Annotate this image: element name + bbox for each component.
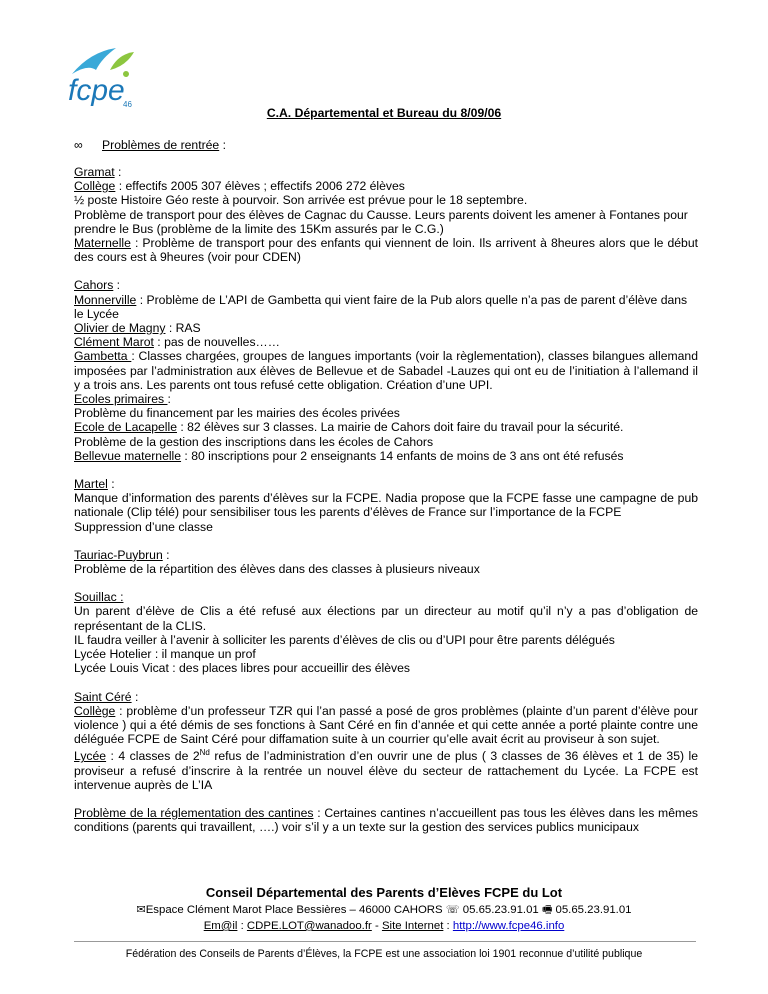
line-label: Problème de la réglementation des cantines [74,805,314,820]
section-souillac [74,590,698,675]
line-text: Lycée Hotelier : il manque un prof [74,647,256,662]
section-martel [74,477,698,534]
email-link[interactable]: CDPE.LOT@wanadoo.fr [246,920,372,932]
line-text: Problème de la gestion des inscriptions dans les écoles de Cahors [74,434,434,449]
section-heading-label: Tauriac-Puybrun [74,547,163,562]
minutes-line [74,335,698,349]
line-label: Collège [74,703,116,718]
minutes-line [74,633,698,647]
minutes-line [74,293,698,321]
line-text: : 82 élèves sur 3 classes. La mairie de Cahors doit faire du travail pour la sécurité. [177,420,624,435]
line-text: : Problème de transport pour des enfants qui viennent de loin. Ils arrivent à 8heures alors que le début des cours est à 9heures (voir pour CDEN) [74,236,698,265]
minutes-line [74,704,698,747]
minutes-line [74,449,698,463]
minutes-line [74,647,698,661]
line-text: Manque d’information des parents d’élèves sur la FCPE. Nadia propose que la FCPE fasse une campagne de pub nationale (Clip télé) pour sensibiliser tous les parents d’élèves de France sur l’importance de la FCPE [74,491,698,520]
minutes-line [74,236,698,264]
line-text: : Problème de L’API de Gambetta qui vient faire de la Pub alors quelle n’a pas de parent d’élève dans le Lycée [74,292,688,321]
line-text: : [167,392,171,407]
section-heading [74,590,698,604]
minutes-line [74,406,698,420]
section-heading [74,477,698,491]
section-heading-label: Cahors [74,278,114,293]
section-heading [74,278,698,292]
agenda-suffix: : [219,138,226,152]
envelope-icon: ✉ [136,904,146,916]
line-text: : Certaines cantines n’accueillent pas tous les élèves dans les mêmes conditions (parents qui travaillent, ….) voir s’il y a un texte sur la gestion des services publics municipaux [74,805,698,835]
footer-fax: 05.65.23.91.01 [555,904,632,916]
logo-leaf [110,52,134,70]
phone-icon: ☏ [445,904,460,916]
footer-federation: Fédération des Conseils de Parents d’Élèves, la FCPE est une association loi 1901 reconnue d’utilité publique [125,948,643,960]
agenda-item [74,138,226,152]
section-heading-label: Souillac : [74,590,124,605]
logo-text: fcpe [68,74,125,107]
footer-org: Conseil Départemental des Parents d’Elèves FCPE du Lot [205,885,563,900]
website-link[interactable]: http://www.fcpe46.info [452,920,565,932]
section-heading [74,690,698,704]
minutes-line [74,806,698,834]
section-heading [74,165,698,179]
minutes-line [74,520,698,534]
section-heading-label: Martel [74,477,108,492]
minutes-line [74,179,698,193]
logo-number: 46 [123,100,132,109]
minutes-line [74,604,698,632]
line-text: Problème de la répartition des élèves dans des classes à plusieurs niveaux [74,562,480,577]
line-label: Collège [74,179,116,194]
line-text: Un parent d’élève de Clis a été refusé aux élections par un directeur au motif qu’il n’y a pas d’obligation de représentant de la CLIS. [74,604,698,633]
agenda-label: Problèmes de rentrée [102,138,220,152]
section-heading-suffix: : [113,278,121,293]
section-heading-label: Gramat [74,165,115,179]
minutes-line [74,208,698,236]
line-label: Olivier de Magny [74,321,166,336]
line-label: Lycée [74,749,107,764]
email-label: Em@il [203,920,238,932]
section-heading-suffix: : [107,477,115,492]
bullet-symbol: ∞ [74,138,83,152]
footer-address-line [0,903,768,917]
minutes-line [74,435,698,449]
line-label: Clément Marot [74,335,154,350]
minutes-body [74,165,698,848]
superscript: Nd [199,748,210,758]
line-text: ½ poste Histoire Géo reste à pourvoir. Son arrivée est prévue pour le 18 septembre. [74,193,528,208]
footer-address: Espace Clément Marot Place Bessières – 46000 CAHORS [145,904,443,916]
section-heading-suffix: : [114,165,122,179]
line-text: : pas de nouvelles…… [153,335,280,350]
line-label: Ecole de Lacapelle [74,420,177,435]
footer-divider [74,941,696,942]
website-label: Site Internet [381,920,444,932]
section-cantines [74,806,698,834]
line-text: Lycée Louis Vicat : des places libres pour accueillir des élèves [74,661,411,676]
logo-swoosh [72,48,116,74]
section-heading-suffix: : [131,689,139,704]
line-text: : RAS [165,321,201,336]
minutes-line [74,491,698,519]
line-label: Maternelle [74,236,131,251]
line-label: Gambetta [74,349,132,364]
line-text: Problème du financement par les mairies des écoles privées [74,406,400,421]
line-text: : effectifs 2005 307 élèves ; effectifs 2006 272 élèves [115,179,405,194]
minutes-line [74,562,698,576]
line-text: IL faudra veiller à l’avenir à solliciter les parents d’élèves de clis ou d’UPI pour être parents délégués [74,632,615,647]
section-gramat [74,165,698,264]
line-text: : 80 inscriptions pour 2 enseignants 14 enfants de moins de 3 ans ont été refusés [181,448,624,463]
minutes-line [74,392,698,406]
line-label: Bellevue maternelle [74,448,182,463]
line-label: Ecoles primaires [74,392,168,407]
footer-contact-line: Em@il : CDPE.LOT@wanadoo.fr - Site Internet : http://www.fcpe46.info [203,920,565,932]
line-text: Suppression d’une classe [74,519,213,534]
line-text: : Classes chargées, groupes de langues importants (voir la règlementation), classes bilangues allemand imposées par l’administration aux élèves de Bellevue et de Sabadel -Lauzes qui ont eu de l’initiation à l’allemand il y a trois ans. Les parents ont tous refusé cette obligation. Création d’une UPI. [74,349,698,392]
fax-icon: 🖷 [541,904,553,916]
line-label: Monnerville [74,292,137,307]
minutes-line [74,420,698,434]
minutes-line [74,661,698,675]
fcpe-logo [66,44,138,110]
footer-phone: 05.65.23.91.01 [462,904,539,916]
minutes-line-lycee [74,746,698,792]
line-text: : problème d’un professeur TZR qui l’an passé a posé de gros problèmes (plainte d’un parent d’élève pour violence ) qui a été démis de ses fonctions à Sant Céré en fin d’année et qui cette année a porté plainte contre une déléguée FCPE de Saint Céré pour diffamation suite à un courrier qu’elle avait écrit au proviseur à son sujet. [74,703,698,747]
minutes-line [74,193,698,207]
section-saintcere [74,690,698,792]
section-cahors [74,278,698,463]
minutes-line [74,321,698,335]
minutes-line [74,349,698,392]
line-text: : 4 classes de 2 [106,749,200,764]
section-heading-label: Saint Céré [74,689,132,704]
section-tauriac [74,548,698,576]
page-title: C.A. Départemental et Bureau du 8/09/06 [266,106,502,120]
section-heading [74,548,698,562]
section-heading-suffix: : [162,547,170,562]
line-text: refus de l’administration d’en ouvrir une de plus ( 3 classes de 36 élèves et 1 de 35) le proviseur a refusé d’inscrire à la rentrée un nouvel élève du secteur de rattachement du Lycée. La FCPE est intervenue auprès de L’IA [74,749,699,792]
line-text: Problème de transport pour des élèves de Cagnac du Causse. Leurs parents doivent les amener à Fontanes pour prendre le Bus (problème de la limite des 15Km assurés par le C.G.) [74,207,688,236]
